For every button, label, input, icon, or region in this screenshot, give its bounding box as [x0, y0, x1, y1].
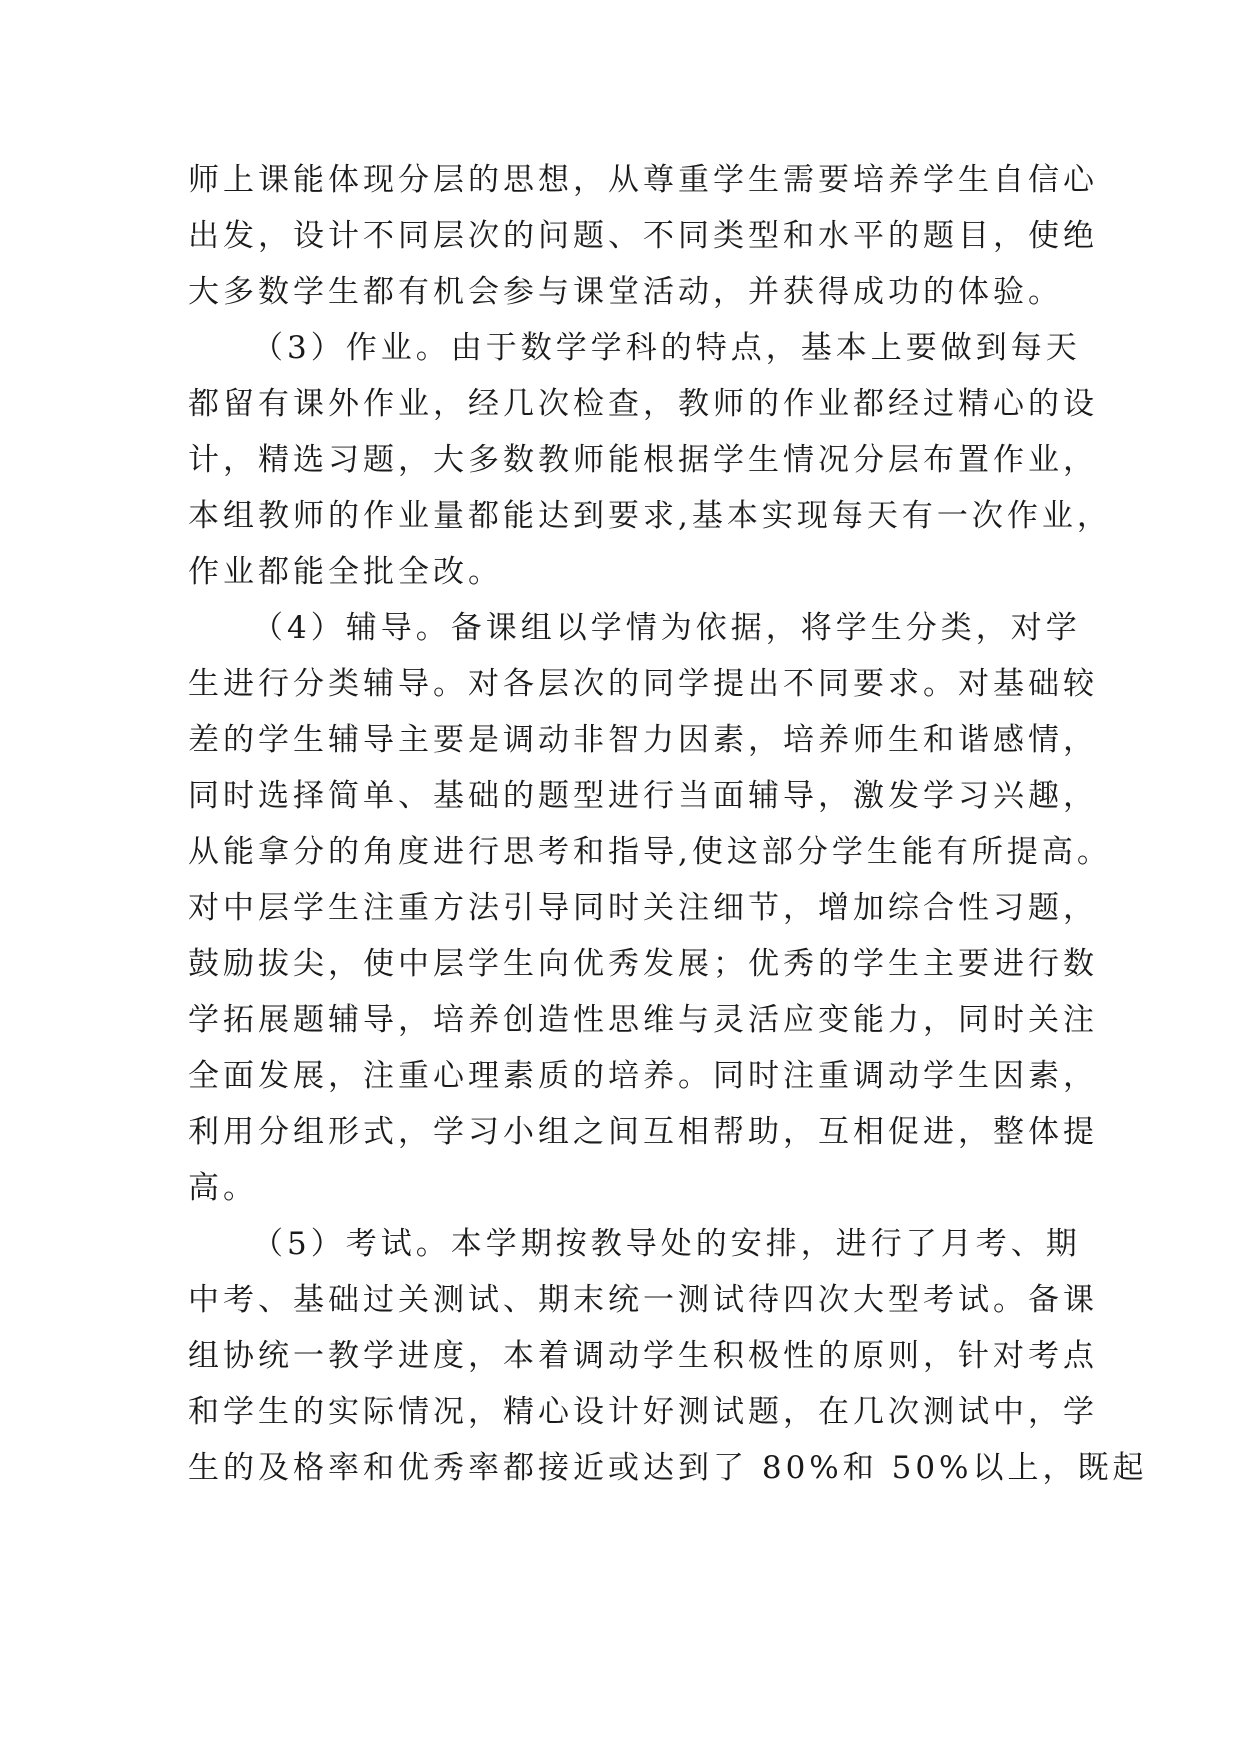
text-line: 差的学生辅导主要是调动非智力因素，培养师生和谐感情，: [188, 722, 1098, 758]
text-line: 都留有课外作业，经几次检查，教师的作业都经过精心的设: [188, 386, 1098, 422]
body-text: [188, 152, 1148, 1496]
text-line: 生的及格率和优秀率都接近或达到了 80%和 50%以上，既起: [188, 1450, 1148, 1486]
text-line: 和学生的实际情况，精心设计好测试题，在几次测试中，学: [188, 1394, 1098, 1430]
text-line: 师上课能体现分层的思想，从尊重学生需要培养学生自信心: [188, 162, 1098, 198]
text-line: 对中层学生注重方法引导同时关注细节，增加综合性习题，: [188, 890, 1098, 926]
text-line: 鼓励拔尖，使中层学生向优秀发展；优秀的学生主要进行数: [188, 946, 1098, 982]
text-line: 生进行分类辅导。对各层次的同学提出不同要求。对基础较: [188, 666, 1098, 702]
text-line: 出发，设计不同层次的问题、不同类型和水平的题目，使绝: [188, 218, 1098, 254]
text-line: 高。: [188, 1170, 258, 1206]
text-line: 计，精选习题，大多数教师能根据学生情况分层布置作业，: [188, 442, 1098, 478]
text-line: 利用分组形式，学习小组之间互相帮助，互相促进，整体提: [188, 1114, 1098, 1150]
text-line: 中考、基础过关测试、期末统一测试待四次大型考试。备课: [188, 1282, 1098, 1318]
paragraph-heading-homework: （3）作业。由于数学学科的特点，基本上要做到每天: [252, 330, 1081, 366]
text-line: 同时选择简单、基础的题型进行当面辅导，激发学习兴趣，: [188, 778, 1098, 814]
text-line: 组协统一教学进度，本着调动学生积极性的原则，针对考点: [188, 1338, 1098, 1374]
text-line: 从能拿分的角度进行思考和指导,使这部分学生能有所提高。: [188, 834, 1112, 870]
text-line: 作业都能全批全改。: [188, 554, 503, 590]
text-line: 大多数学生都有机会参与课堂活动，并获得成功的体验。: [188, 274, 1063, 310]
paragraph-heading-exams: （5）考试。本学期按教导处的安排，进行了月考、期: [252, 1226, 1081, 1262]
paragraph-heading-tutoring: （4）辅导。备课组以学情为依据，将学生分类，对学: [252, 610, 1081, 646]
text-line: 学拓展题辅导，培养创造性思维与灵活应变能力，同时关注: [188, 1002, 1098, 1038]
text-line: 本组教师的作业量都能达到要求,基本实现每天有一次作业，: [188, 498, 1112, 534]
text-line: 全面发展，注重心理素质的培养。同时注重调动学生因素，: [188, 1058, 1098, 1094]
